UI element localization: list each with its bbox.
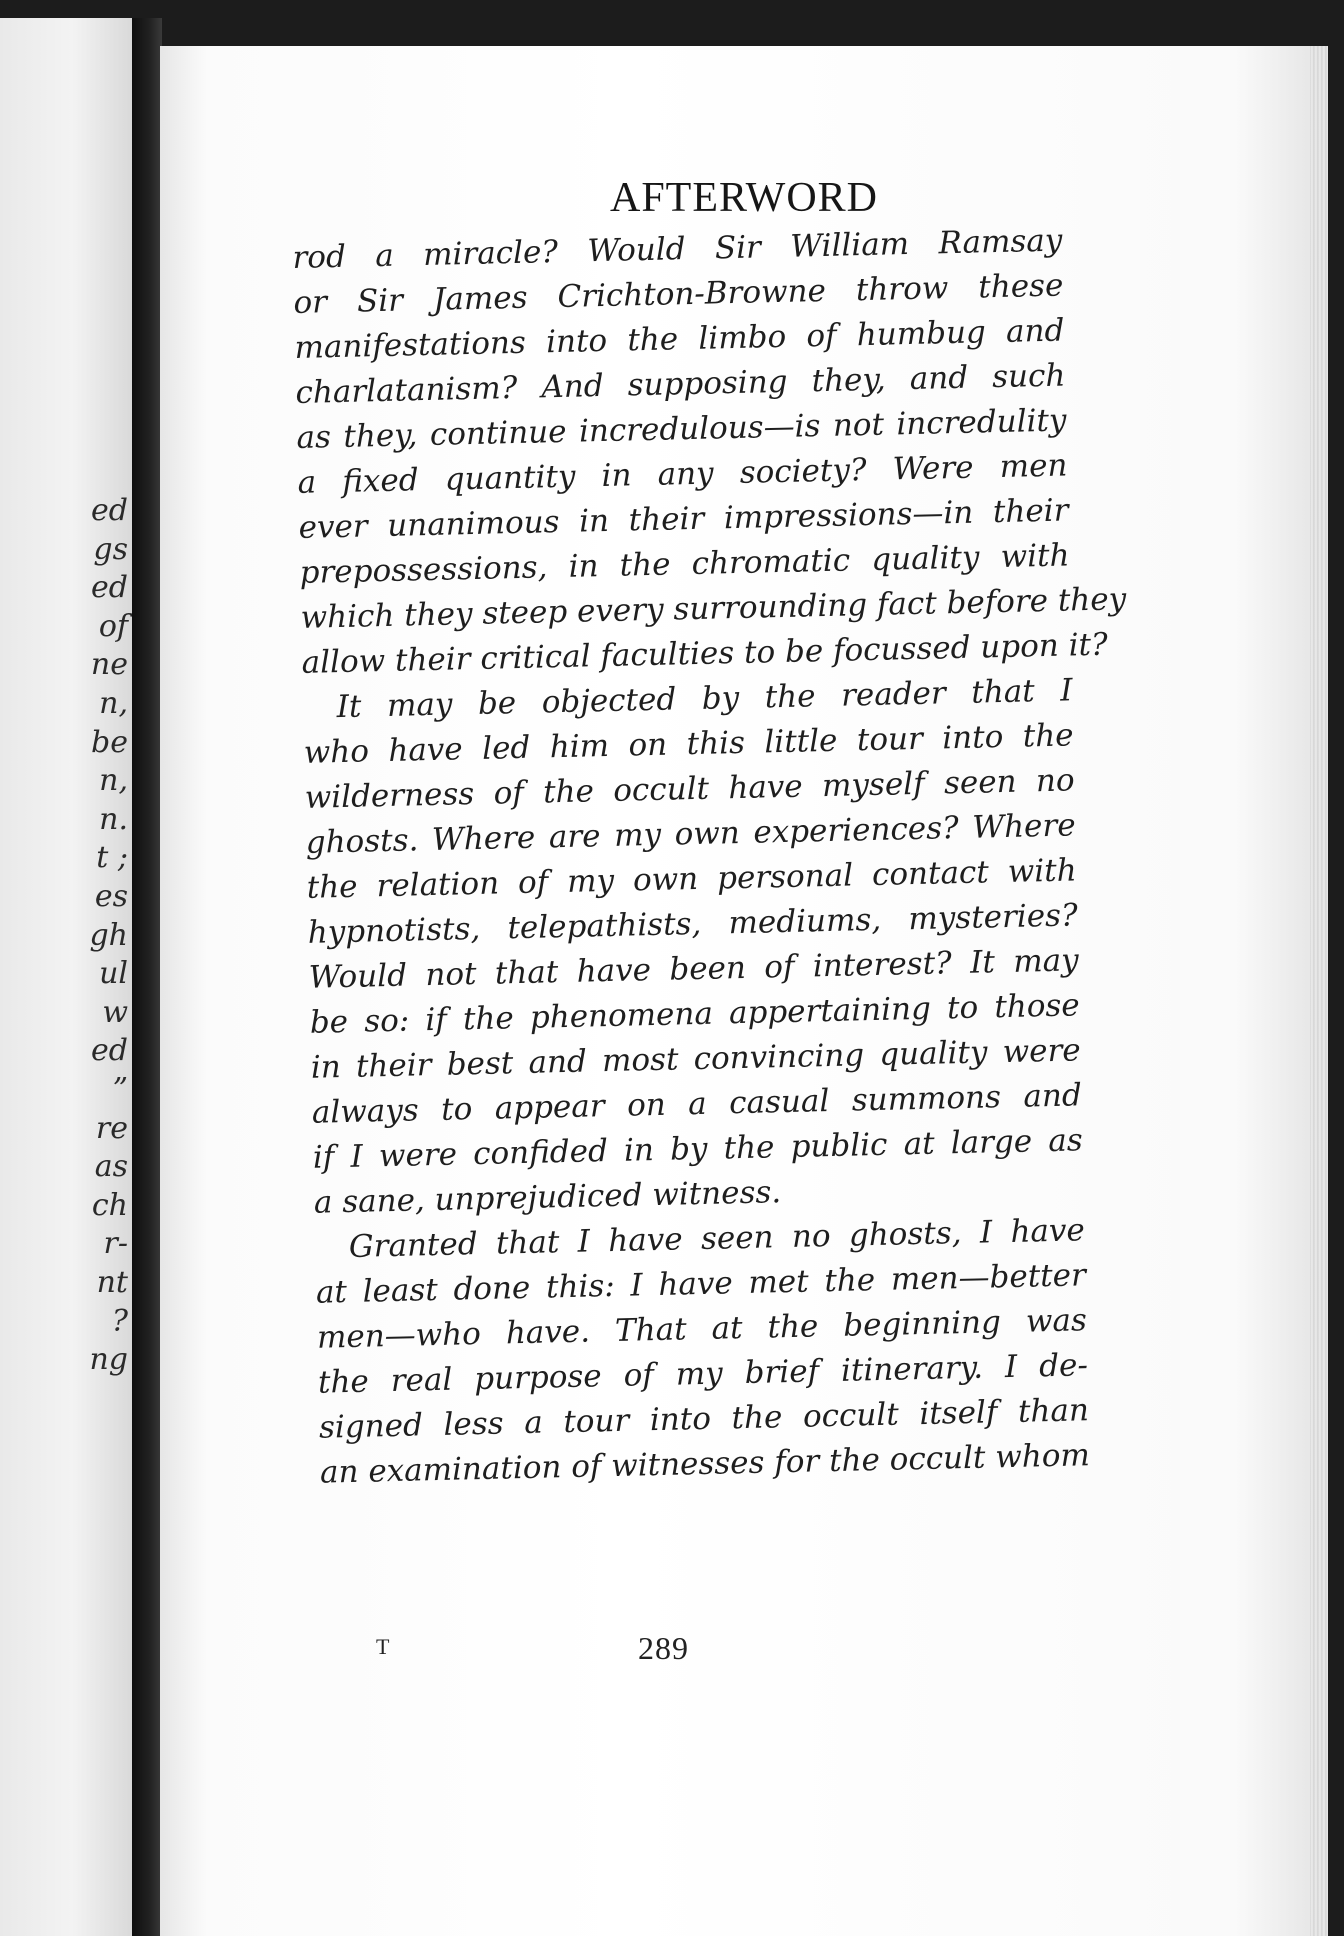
left-page-line-fragment: n, [99, 686, 128, 721]
text-line: a fixed quantity in any society? Were men [297, 447, 1068, 501]
left-page-line-fragment: ne [90, 647, 128, 683]
book-page [160, 46, 1328, 1936]
text-line: who have led him on this little tour into the [303, 717, 1074, 771]
left-page-line-fragment: be [91, 724, 128, 760]
text-line: in their best and most convincing quality were [310, 1032, 1082, 1086]
text-line: manifestations into the limbo of humbug and [294, 312, 1065, 366]
left-page-line-fragment: ch [91, 1187, 128, 1223]
text-line: or Sir James Crichton-Browne throw these [293, 267, 1064, 321]
left-page-line-fragment: ng [89, 1342, 128, 1378]
text-line: a sane, unprejudiced witness. [313, 1174, 782, 1221]
left-page-line-fragment: es [94, 879, 128, 914]
left-page-line-fragment: nt [96, 1265, 128, 1300]
text-line: men—who have. That at the beginning was [316, 1302, 1088, 1356]
left-page-line-fragment: ” [112, 1072, 128, 1107]
left-facing-page [0, 18, 132, 1936]
text-line: the real purpose of my brief itinerary. I de- [317, 1347, 1089, 1401]
text-line: allow their critical faculties to be focussed upon it? [301, 626, 1108, 681]
text-line: signed less a tour into the occult itself than [318, 1392, 1090, 1446]
text-line: wilderness of the occult have myself seen no [304, 762, 1075, 816]
page-number: 289 [638, 1630, 689, 1666]
left-page-line-fragment: ed [91, 1033, 128, 1069]
book-gutter [132, 18, 162, 1936]
signature-mark: T [376, 1634, 390, 1659]
text-line: be so: if the phenomena appertaining to those [309, 987, 1081, 1041]
left-page-line-fragment: gs [93, 531, 128, 567]
text-line: ever unanimous in their impressions—in their [298, 492, 1069, 546]
text-line: which they steep every surrounding fact before they [300, 581, 1127, 636]
page-edge-stack [1310, 46, 1328, 1936]
left-page-line-fragment: as [94, 1149, 128, 1185]
left-page-line-fragment: n. [99, 801, 128, 837]
running-head: AFTERWORD [609, 175, 878, 221]
left-page-line-fragment: n, [99, 763, 128, 799]
text-line: an examination of witnesses for the occult whom [319, 1437, 1091, 1491]
left-page-line-fragment: of [98, 608, 128, 644]
left-page-line-fragment: r- [103, 1226, 128, 1262]
text-line: Granted that I have seen no ghosts, I have [348, 1212, 1086, 1265]
left-page-line-fragment: ? [111, 1303, 128, 1339]
left-page-line-fragment: t ; [96, 840, 128, 876]
left-page-line-fragment: ul [99, 956, 128, 992]
text-line: charlatanism? And supposing they, and such [295, 357, 1066, 411]
text-line: Would not that have been of interest? It may [308, 942, 1080, 996]
text-line: prepossessions, in the chromatic quality with [299, 537, 1070, 591]
left-page-line-fragment: w [102, 994, 128, 1030]
text-line: if I were confided in by the public at large as [312, 1122, 1084, 1176]
text-line: ghosts. Where are my own experiences? Where [305, 807, 1076, 861]
left-page-line-fragment: gh [89, 917, 128, 953]
text-line: as they, continue incredulous—is not incredulity [296, 402, 1067, 456]
body-text [292, 219, 1127, 1496]
text-line: the relation of my own personal contact with [306, 852, 1078, 906]
left-page-line-fragment: ed [91, 570, 128, 606]
left-page-line-fragment: ed [91, 493, 128, 528]
text-line: hypnotists, telepathists, mediums, mysteries? [307, 897, 1079, 951]
text-line: always to appear on a casual summons and [311, 1077, 1083, 1131]
text-line: at least done this: I have met the men—better [315, 1257, 1087, 1311]
text-line: rod a miracle? Would Sir William Ramsay [292, 222, 1063, 276]
text-line: It may be objected by the reader that I [336, 672, 1073, 726]
left-page-line-fragment: re [95, 1110, 128, 1146]
